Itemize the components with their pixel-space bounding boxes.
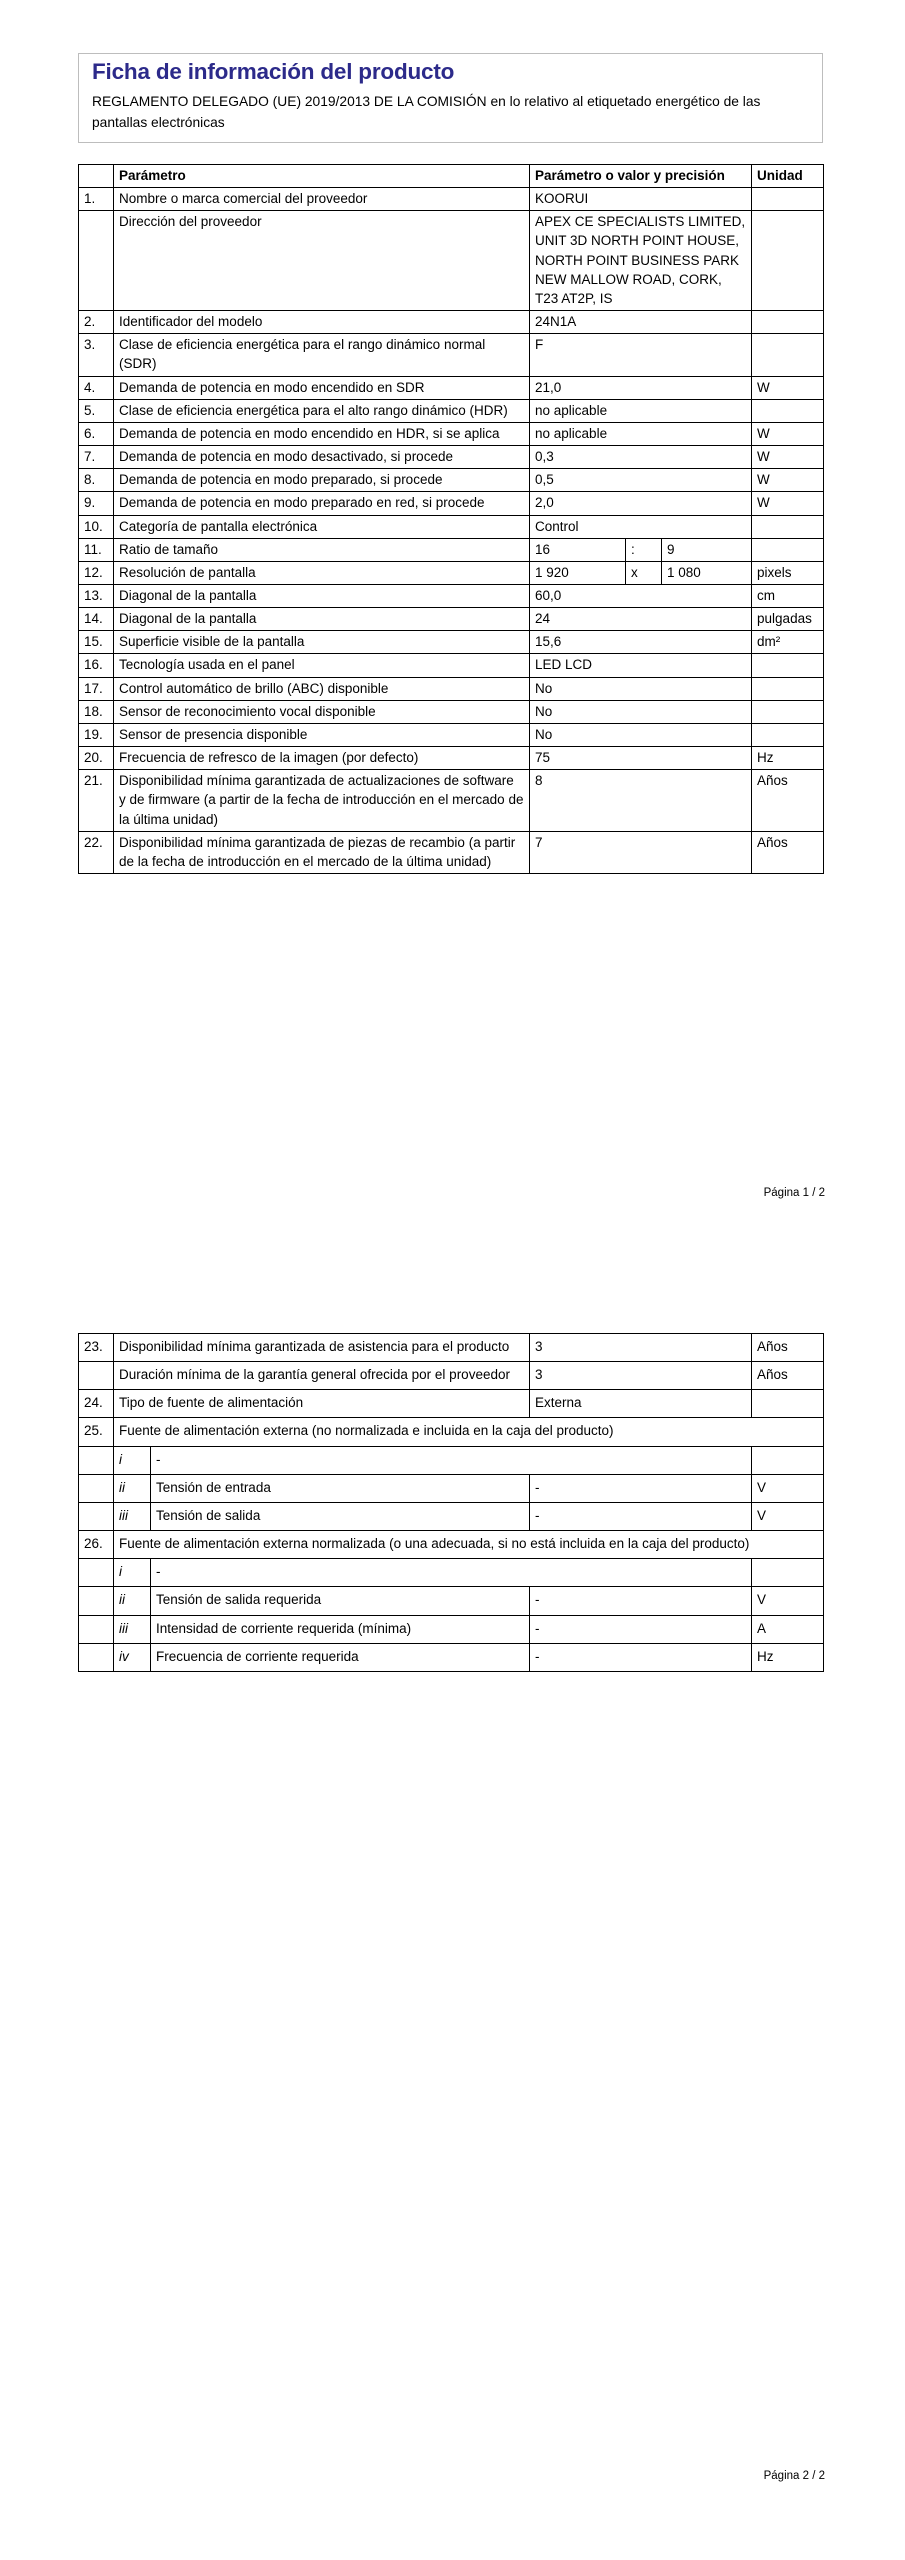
- param-value: 0,3: [530, 446, 752, 469]
- param-unit: pulgadas: [752, 608, 824, 631]
- param-label: Tecnología usada en el panel: [114, 654, 530, 677]
- param-label: Identificador del modelo: [114, 311, 530, 334]
- row-number: 24.: [79, 1390, 114, 1418]
- table-row: [79, 334, 824, 376]
- param-value: -: [530, 1643, 752, 1671]
- param-unit: Años: [752, 770, 824, 831]
- table-row: [79, 700, 824, 723]
- param-label: Control automático de brillo (ABC) disponible: [114, 677, 530, 700]
- param-value: No: [530, 700, 752, 723]
- param-label: Tensión de salida requerida: [151, 1587, 530, 1615]
- param-unit: A: [752, 1615, 824, 1643]
- param-label: Tensión de salida: [151, 1502, 530, 1530]
- param-value: 3: [530, 1334, 752, 1362]
- page-title: Ficha de información del producto: [92, 59, 455, 84]
- param-value: -: [530, 1615, 752, 1643]
- row-number: 4.: [79, 376, 114, 399]
- param-label: Demanda de potencia en modo desactivado, si procede: [114, 446, 530, 469]
- row-number: 23.: [79, 1334, 114, 1362]
- param-label: Disponibilidad mínima garantizada de asistencia para el producto: [114, 1334, 530, 1362]
- param-unit: V: [752, 1587, 824, 1615]
- param-unit: [752, 1446, 824, 1474]
- regulation-subtitle: REGLAMENTO DELEGADO (UE) 2019/2013 DE LA COMISIÓN en lo relativo al etiquetado energético de las pantallas electrónicas: [92, 94, 761, 130]
- table-row: [79, 654, 824, 677]
- param-unit: Años: [752, 1334, 824, 1362]
- param-unit: W: [752, 422, 824, 445]
- param-unit: W: [752, 492, 824, 515]
- table-row: [79, 561, 824, 584]
- row-number: 21.: [79, 770, 114, 831]
- row-number: 10.: [79, 515, 114, 538]
- param-unit: Años: [752, 831, 824, 873]
- table-row: [79, 188, 824, 211]
- param-label: Duración mínima de la garantía general ofrecida por el proveedor: [114, 1362, 530, 1390]
- param-unit: [752, 1390, 824, 1418]
- param-unit: Años: [752, 1362, 824, 1390]
- row-number: [79, 1587, 114, 1615]
- param-unit: Hz: [752, 747, 824, 770]
- param-unit: [752, 700, 824, 723]
- param-value: Control: [530, 515, 752, 538]
- row-number: 2.: [79, 311, 114, 334]
- row-number: 16.: [79, 654, 114, 677]
- row-number: 18.: [79, 700, 114, 723]
- param-value: F: [530, 334, 752, 376]
- header-unit: Unidad: [752, 165, 824, 188]
- table-row: [79, 747, 824, 770]
- sub-index: ii: [114, 1474, 151, 1502]
- param-unit: V: [752, 1502, 824, 1530]
- param-value: LED LCD: [530, 654, 752, 677]
- table-row: [79, 492, 824, 515]
- param-value: 15,6: [530, 631, 752, 654]
- row-number: 17.: [79, 677, 114, 700]
- table-row: [79, 1531, 824, 1559]
- param-label: Tipo de fuente de alimentación: [114, 1390, 530, 1418]
- param-label: Dirección del proveedor: [114, 211, 530, 311]
- param-unit: W: [752, 376, 824, 399]
- param-group-label: Fuente de alimentación externa (no normalizada e incluida en la caja del producto): [114, 1418, 824, 1446]
- param-label: Disponibilidad mínima garantizada de actualizaciones de software y de firmware (a partir de la fecha de introducción en el mercado de la última unidad): [114, 770, 530, 831]
- table-row: [79, 1474, 824, 1502]
- row-number: 8.: [79, 469, 114, 492]
- param-value: 24N1A: [530, 311, 752, 334]
- param-label: Demanda de potencia en modo preparado, si procede: [114, 469, 530, 492]
- param-unit: [752, 188, 824, 211]
- table-row: [79, 1615, 824, 1643]
- param-label: Disponibilidad mínima garantizada de piezas de recambio (a partir de la fecha de introducción en el mercado de la última unidad): [114, 831, 530, 873]
- param-label: Tensión de entrada: [151, 1474, 530, 1502]
- param-value: 24: [530, 608, 752, 631]
- page-number-footer-1: Página 1 / 2: [763, 1187, 825, 1199]
- param-label: Clase de eficiencia energética para el rango dinámico normal (SDR): [114, 334, 530, 376]
- row-number: [79, 1362, 114, 1390]
- product-parameters-table-page2: [78, 1333, 824, 1672]
- table-row: [79, 311, 824, 334]
- sub-index: iv: [114, 1643, 151, 1671]
- header-value: Parámetro o valor y precisión: [530, 165, 752, 188]
- param-unit: [752, 1559, 824, 1587]
- header-parameter: Parámetro: [114, 165, 530, 188]
- sub-index: ii: [114, 1587, 151, 1615]
- row-number: 19.: [79, 723, 114, 746]
- param-value: 75: [530, 747, 752, 770]
- param-value: 0,5: [530, 469, 752, 492]
- table-row: [79, 399, 824, 422]
- param-value: -: [151, 1559, 752, 1587]
- param-label: Frecuencia de corriente requerida: [151, 1643, 530, 1671]
- row-number: 20.: [79, 747, 114, 770]
- param-unit: [752, 311, 824, 334]
- row-number: 3.: [79, 334, 114, 376]
- row-number: 1.: [79, 188, 114, 211]
- param-unit: [752, 211, 824, 311]
- param-unit: [752, 515, 824, 538]
- param-label: Categoría de pantalla electrónica: [114, 515, 530, 538]
- table-row: [79, 1559, 824, 1587]
- param-value: 8: [530, 770, 752, 831]
- row-number: [79, 1643, 114, 1671]
- row-number: 25.: [79, 1418, 114, 1446]
- param-value: 3: [530, 1362, 752, 1390]
- param-label: Demanda de potencia en modo encendido en HDR, si se aplica: [114, 422, 530, 445]
- param-unit: dm²: [752, 631, 824, 654]
- row-number: 15.: [79, 631, 114, 654]
- table-row: [79, 584, 824, 607]
- param-unit: pixels: [752, 561, 824, 584]
- table-header-row: [79, 165, 824, 188]
- param-label: Sensor de reconocimiento vocal disponible: [114, 700, 530, 723]
- param-value: -: [151, 1446, 752, 1474]
- product-fiche-header: [78, 53, 823, 143]
- table-row: [79, 211, 824, 311]
- param-value: 2,0: [530, 492, 752, 515]
- param-value: 21,0: [530, 376, 752, 399]
- param-value: -: [530, 1587, 752, 1615]
- table-row: [79, 677, 824, 700]
- table-row: [79, 446, 824, 469]
- param-label: Resolución de pantalla: [114, 561, 530, 584]
- table-row: [79, 631, 824, 654]
- param-unit: [752, 723, 824, 746]
- row-number: [79, 1474, 114, 1502]
- param-value: 60,0: [530, 584, 752, 607]
- param-label: Superficie visible de la pantalla: [114, 631, 530, 654]
- value-separator: :: [626, 538, 662, 561]
- table-row: [79, 1390, 824, 1418]
- value-part: 9: [662, 538, 752, 561]
- param-value: -: [530, 1474, 752, 1502]
- param-unit: [752, 334, 824, 376]
- param-unit: [752, 654, 824, 677]
- row-number: 13.: [79, 584, 114, 607]
- param-unit: cm: [752, 584, 824, 607]
- value-part: 1 080: [662, 561, 752, 584]
- param-label: Nombre o marca comercial del proveedor: [114, 188, 530, 211]
- table-row: [79, 1587, 824, 1615]
- table-row: [79, 422, 824, 445]
- table-row: [79, 538, 824, 561]
- row-number: [79, 211, 114, 311]
- table-row: [79, 1446, 824, 1474]
- param-value: no aplicable: [530, 422, 752, 445]
- value-part: 16: [530, 538, 626, 561]
- row-number: [79, 1559, 114, 1587]
- param-unit: W: [752, 469, 824, 492]
- row-number: 11.: [79, 538, 114, 561]
- param-label: Ratio de tamaño: [114, 538, 530, 561]
- product-parameters-table-page1: [78, 164, 824, 874]
- sub-index: i: [114, 1559, 151, 1587]
- table-row: [79, 1502, 824, 1530]
- row-number: 26.: [79, 1531, 114, 1559]
- table-row: [79, 723, 824, 746]
- table-row: [79, 376, 824, 399]
- param-label: Diagonal de la pantalla: [114, 584, 530, 607]
- param-value: KOORUI: [530, 188, 752, 211]
- row-number: 6.: [79, 422, 114, 445]
- row-number: 22.: [79, 831, 114, 873]
- param-value: 7: [530, 831, 752, 873]
- sub-index: i: [114, 1446, 151, 1474]
- param-label: Clase de eficiencia energética para el alto rango dinámico (HDR): [114, 399, 530, 422]
- param-group-label: Fuente de alimentación externa normalizada (o una adecuada, si no está incluida en la caja del producto): [114, 1531, 824, 1559]
- page-number-footer-2: Página 2 / 2: [763, 2470, 825, 2482]
- param-value: APEX CE SPECIALISTS LIMITED, UNIT 3D NORTH POINT HOUSE, NORTH POINT BUSINESS PARK NEW MALLOW ROAD, CORK, T23 AT2P, IS: [530, 211, 752, 311]
- param-value: No: [530, 723, 752, 746]
- param-label: Sensor de presencia disponible: [114, 723, 530, 746]
- table-row: [79, 608, 824, 631]
- param-unit: [752, 677, 824, 700]
- param-label: Demanda de potencia en modo preparado en red, si procede: [114, 492, 530, 515]
- row-number: 7.: [79, 446, 114, 469]
- row-number: [79, 1446, 114, 1474]
- table-row: [79, 469, 824, 492]
- table-row: [79, 1334, 824, 1362]
- param-unit: V: [752, 1474, 824, 1502]
- row-number: 14.: [79, 608, 114, 631]
- row-number: 9.: [79, 492, 114, 515]
- param-label: Demanda de potencia en modo encendido en SDR: [114, 376, 530, 399]
- value-part: 1 920: [530, 561, 626, 584]
- param-value: no aplicable: [530, 399, 752, 422]
- param-unit: [752, 538, 824, 561]
- param-label: Frecuencia de refresco de la imagen (por defecto): [114, 747, 530, 770]
- table-row: [79, 1362, 824, 1390]
- value-separator: x: [626, 561, 662, 584]
- param-value: Externa: [530, 1390, 752, 1418]
- sub-index: iii: [114, 1502, 151, 1530]
- param-unit: Hz: [752, 1643, 824, 1671]
- row-number: [79, 1615, 114, 1643]
- table-row: [79, 515, 824, 538]
- param-label: Intensidad de corriente requerida (mínima): [151, 1615, 530, 1643]
- row-number: [79, 1502, 114, 1530]
- table-row: [79, 831, 824, 873]
- table-row: [79, 770, 824, 831]
- table-row: [79, 1643, 824, 1671]
- param-value: -: [530, 1502, 752, 1530]
- row-number: 12.: [79, 561, 114, 584]
- param-unit: W: [752, 446, 824, 469]
- table-row: [79, 1418, 824, 1446]
- param-value: No: [530, 677, 752, 700]
- sub-index: iii: [114, 1615, 151, 1643]
- param-unit: [752, 399, 824, 422]
- row-number: 5.: [79, 399, 114, 422]
- param-label: Diagonal de la pantalla: [114, 608, 530, 631]
- header-number-cell: [79, 165, 114, 188]
